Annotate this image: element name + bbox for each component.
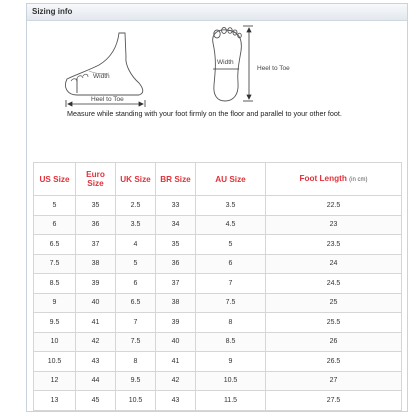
side-length-label: Heel to Toe	[91, 96, 124, 103]
table-cell: 35	[156, 235, 196, 255]
table-row	[34, 235, 402, 255]
table-row	[34, 196, 402, 216]
table-cell: 42	[76, 332, 116, 352]
sizing-info-panel	[26, 3, 408, 412]
table-cell: 2.5	[116, 196, 156, 216]
header-us-size: US Size	[34, 163, 76, 196]
header-euro-size-label: Euro Size	[86, 170, 105, 188]
side-width-label: Width	[93, 73, 110, 80]
table-cell: 36	[76, 215, 116, 235]
table-cell: 24	[266, 254, 402, 274]
table-cell: 7	[116, 313, 156, 333]
header-foot-length-unit: (in cm)	[349, 176, 368, 183]
table-cell: 7	[196, 274, 266, 294]
table-row	[34, 293, 402, 313]
panel-title: Sizing info	[32, 7, 73, 16]
table-cell: 10.5	[116, 391, 156, 411]
table-cell: 10.5	[196, 371, 266, 391]
table-cell: 37	[156, 274, 196, 294]
header-br-size: BR Size	[156, 163, 196, 196]
table-cell: 41	[156, 352, 196, 372]
table-cell: 39	[156, 313, 196, 333]
header-foot-length-label: Foot Length	[299, 173, 347, 183]
table-header-row	[34, 163, 402, 196]
table-cell: 26	[266, 332, 402, 352]
table-cell: 23.5	[266, 235, 402, 255]
table-cell: 3.5	[196, 196, 266, 216]
table-cell: 11.5	[196, 391, 266, 411]
table-cell: 4	[116, 235, 156, 255]
table-cell: 8.5	[34, 274, 76, 294]
table-cell: 8	[196, 313, 266, 333]
table-cell: 6	[116, 274, 156, 294]
table-row	[34, 215, 402, 235]
table-row	[34, 332, 402, 352]
table-cell: 25.5	[266, 313, 402, 333]
table-cell: 10.5	[34, 352, 76, 372]
table-cell: 40	[76, 293, 116, 313]
table-cell: 13	[34, 391, 76, 411]
size-chart	[33, 162, 402, 408]
table-cell: 24.5	[266, 274, 402, 294]
table-cell: 5	[34, 196, 76, 216]
table-cell: 7.5	[34, 254, 76, 274]
foot-illustration	[27, 21, 409, 153]
table-cell: 6	[196, 254, 266, 274]
table-cell: 40	[156, 332, 196, 352]
table-cell: 3.5	[116, 215, 156, 235]
table-cell: 26.5	[266, 352, 402, 372]
table-cell: 44	[76, 371, 116, 391]
table-cell: 9.5	[34, 313, 76, 333]
header-euro-size	[76, 163, 116, 196]
table-row	[34, 254, 402, 274]
table-cell: 7.5	[116, 332, 156, 352]
table-cell: 5	[116, 254, 156, 274]
table-cell: 12	[34, 371, 76, 391]
sole-width-label: Width	[217, 59, 234, 66]
table-row	[34, 391, 402, 411]
sole-length-arrow	[243, 26, 253, 101]
table-cell: 6.5	[34, 235, 76, 255]
table-cell: 8.5	[196, 332, 266, 352]
foot-measure-diagram	[27, 21, 407, 153]
table-row	[34, 274, 402, 294]
table-row	[34, 313, 402, 333]
measure-caption: Measure while standing with your foot firmly on the floor and parallel to your other foot.	[67, 109, 342, 118]
table-cell: 27.5	[266, 391, 402, 411]
table-cell: 9.5	[116, 371, 156, 391]
table-cell: 38	[76, 254, 116, 274]
header-uk-size: UK Size	[116, 163, 156, 196]
table-cell: 10	[34, 332, 76, 352]
table-cell: 4.5	[196, 215, 266, 235]
table-cell: 43	[156, 391, 196, 411]
table-cell: 22.5	[266, 196, 402, 216]
table-cell: 38	[156, 293, 196, 313]
sole-length-label: Heel to Toe	[257, 65, 290, 72]
table-cell: 42	[156, 371, 196, 391]
size-table	[33, 162, 402, 411]
table-cell: 33	[156, 196, 196, 216]
table-cell: 7.5	[196, 293, 266, 313]
table-cell: 45	[76, 391, 116, 411]
table-cell: 27	[266, 371, 402, 391]
table-cell: 8	[116, 352, 156, 372]
table-row	[34, 371, 402, 391]
table-cell: 9	[34, 293, 76, 313]
table-cell: 25	[266, 293, 402, 313]
table-cell: 41	[76, 313, 116, 333]
panel-header	[27, 4, 407, 21]
header-foot-length	[266, 163, 402, 196]
table-cell: 37	[76, 235, 116, 255]
header-au-size: AU Size	[196, 163, 266, 196]
table-cell: 9	[196, 352, 266, 372]
table-cell: 5	[196, 235, 266, 255]
table-cell: 36	[156, 254, 196, 274]
table-cell: 43	[76, 352, 116, 372]
table-cell: 6.5	[116, 293, 156, 313]
table-row	[34, 352, 402, 372]
table-cell: 23	[266, 215, 402, 235]
table-cell: 35	[76, 196, 116, 216]
table-cell: 6	[34, 215, 76, 235]
table-cell: 39	[76, 274, 116, 294]
table-cell: 34	[156, 215, 196, 235]
